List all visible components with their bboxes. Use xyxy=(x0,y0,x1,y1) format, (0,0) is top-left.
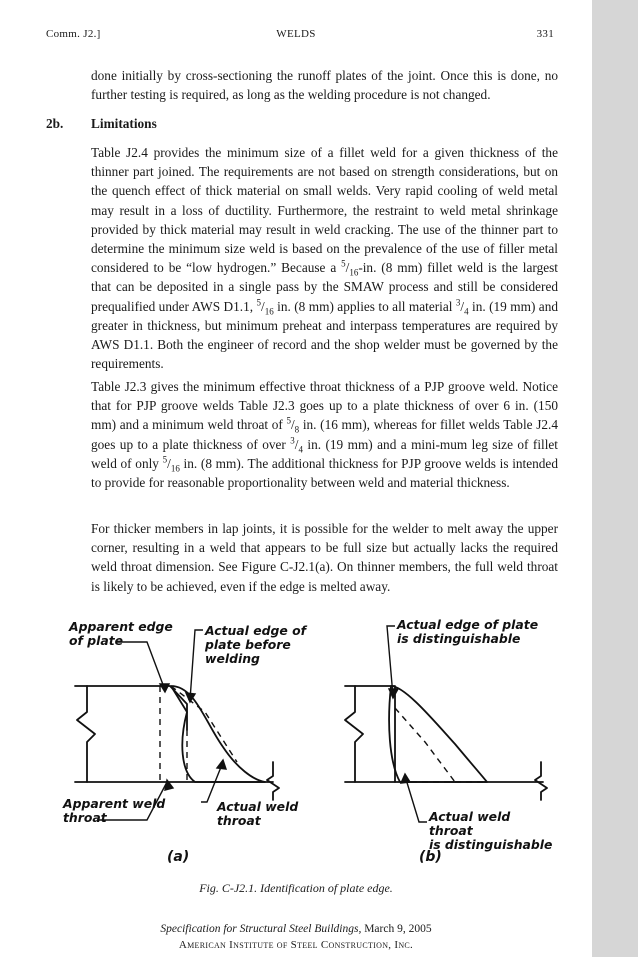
paragraph-1: done initially by cross-sectioning the runoff plates of the joint. Once this is done, no further testing is required, as long as the welding procedure is not changed. xyxy=(91,68,558,103)
label-actual-throat-distinguishable: Actual weld throat is distinguishable xyxy=(429,809,553,852)
upper-plate-b xyxy=(345,686,395,782)
break-line-a-right xyxy=(267,762,279,800)
label-actual-weld-throat-a: Actual weld throat xyxy=(217,799,299,828)
section-title: Limitations xyxy=(91,116,157,131)
label-apparent-edge: Apparent edge of plate xyxy=(69,619,173,648)
arrowhead-4 xyxy=(217,760,226,769)
running-header-section: Comm. J2.] xyxy=(46,28,101,40)
paragraph-3: Table J2.3 gives the minimum effective throat thickness of a PJP groove weld. Notice that for PJP groove welds Table J2.3 goes up to a plate thickness of over 6 in. (150 mm) and a minimum weld throat of $^5/_8$ in. (16 mm), whereas for fillet welds Table J2.4 goes up to a plate thickness of over $^3/_4$ in. (19 mm) and a mini-mum leg size of fillet weld of only $^5/_{16}$ in. (8 mm). The additional thickness for PJP groove welds is intended to provide for reasonable proportionality between weld and material thickness. xyxy=(91,379,558,491)
section-number: 2b. xyxy=(46,116,64,131)
footer-publisher: American Institute of Steel Construction, Inc. xyxy=(178,939,414,951)
subfigure-label-b: (b) xyxy=(419,849,442,865)
paragraph-2: Table J2.4 provides the minimum size of a fillet weld for a given thickness of the thinner part joined. The requirements are not based on strength considerations, but on the quench effect of thick material on small welds. Very rapid cooling of weld metal may result in a loss of ductility. Furthermore, the restraint to weld metal shrinkage provided by thick material may result in weld cracking. The use of the thinner part to determine the minimum size weld is based on the prevalence of the use of filler metal considered to be “low hydrogen.” Because a $^5/_{16}-in$. (8 mm) fillet weld is the largest that can be deposited in a single pass by the SMAW process and still be considered prequalified under AWS D1.1, $^5/_{16}$ in. (8 mm) applies to all material $^3/_4$ in. (19 mm) and greater in thickness, but minimum preheat and interpass temperatures are required by AWS D1.1. Both the engineer of record and the shop welder must be governed by the requirements. xyxy=(91,145,558,372)
label-apparent-weld-throat: Apparent weld throat xyxy=(63,796,166,825)
arrowhead-6 xyxy=(401,774,410,783)
weld-outline-b xyxy=(389,686,487,782)
footer-specification: Specification for Structural Steel Buildings, March 9, 2005 xyxy=(160,923,432,935)
arrowhead-1 xyxy=(160,684,169,692)
running-header-title: WELDS xyxy=(276,28,316,40)
break-line-b-left xyxy=(345,686,363,782)
label-actual-edge-distinguishable: Actual edge of plate is distinguishable xyxy=(397,617,539,646)
weld-figure xyxy=(55,612,555,874)
dashed-edge-b xyxy=(395,708,455,782)
page-number: 331 xyxy=(536,28,554,40)
break-line-a-left xyxy=(77,686,95,782)
paragraph-4: For thicker members in lap joints, it is possible for the welder to melt away the upper corner, resulting in a weld that appears to be full size but actually lacks the required weld throat dimension. See Figure C-J2.1(a). On thinner members, the full weld throat is likely to be achieved, even if the edge is melted away. xyxy=(91,521,558,594)
upper-plate-a xyxy=(75,686,187,730)
break-line-b-right xyxy=(535,762,547,800)
leader-actual-throat-b xyxy=(405,776,427,822)
subfigure-label-a: (a) xyxy=(167,849,190,865)
leader-actual-edge-a xyxy=(190,630,203,700)
leader-apparent-edge xyxy=(117,642,165,690)
figure-caption: Fig. C-J2.1. Identification of plate edge. xyxy=(199,881,393,895)
page-gutter xyxy=(592,0,638,957)
label-actual-edge-before-welding: Actual edge of plate before welding xyxy=(205,623,306,666)
